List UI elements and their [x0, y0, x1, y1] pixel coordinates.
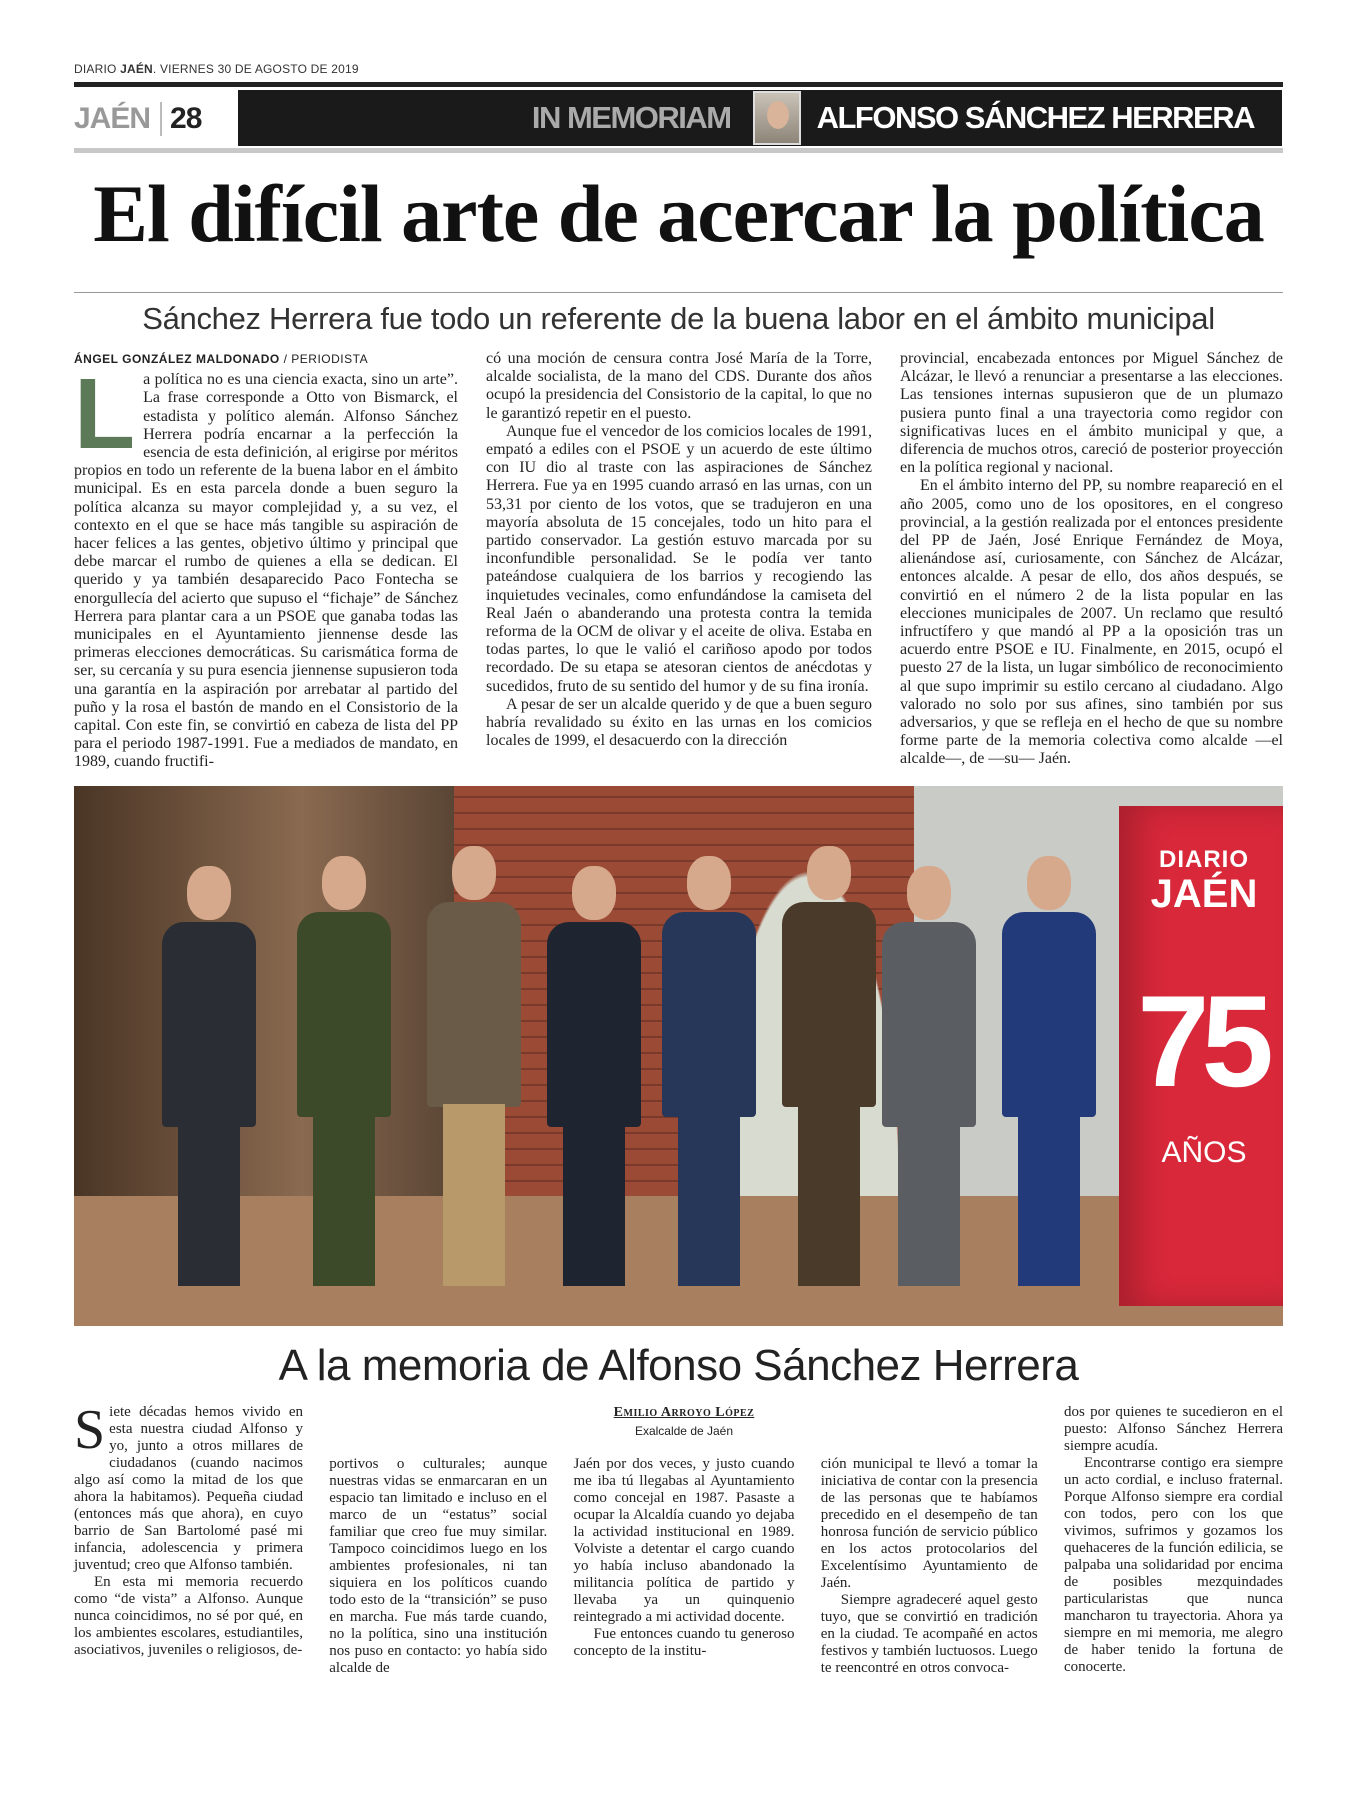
person-head [1027, 856, 1071, 910]
person-torso [882, 922, 976, 1127]
article2 [74, 1398, 1283, 1677]
person-figure [654, 856, 764, 1286]
paragraph: a política no es una ciencia exacta, sino un arte”. La frase corresponde a Otto von Bismarck, el estadista y político alemán. Alfonso Sánchez Herrera podría encarnar a la perfección la esencia de esta definición, al erigirse por méritos propios en todo un referente de la buena labor en el ámbito municipal. Es en esta parcela donde a buen seguro la política alcanza su mayor complejidad y, a su vez, el contexto en el que se hace más tangible su aspiración de hacer felices a las gentes, objetivo último y principal que debe marcar el rumbo de quienes a ella se dedican. El querido y ya también desaparecido Paco Fontecha se enorgullecía del acierto que supuso el “fichaje” de Sánchez Herrera para plantar cara a un PSOE que ganaba todas las municipales en el Ayuntamiento jiennense desde las primeras elecciones democráticas. Su carismática forma de ser, su cercanía y su pura esencia jiennense supusieron toda una garantía en la aspiración por arrebatar al partido del puño y la rosa el bastón de mando en el Consistorio de la capital. Con este fin, se convirtió en cabeza de lista del PP para el periodo 1987-1991. Fue a mediados de mandato, en 1989, cuando fructifi- [74, 371, 458, 771]
person-head [807, 846, 851, 900]
person-head [572, 866, 616, 920]
person-torso [297, 912, 391, 1117]
person-torso [162, 922, 256, 1127]
banner-logo-main: JAÉN [1150, 871, 1258, 916]
paragraph: En esta mi memoria recuerdo como “de vista” a Alfonso. Aunque nunca coincidimos, no sé por qué, en los ambientes escolares, estudiantiles, asociativos, juveniles o religiosos, de- [74, 1573, 303, 1658]
drop-cap: L [74, 358, 136, 471]
paragraph: Aunque fue el vencedor de los comicios locales de 1991, empató a ediles con el PSOE y un acuerdo de este último con IU dio al traste con las aspiraciones de Sánchez Herrera. Fue ya en 1995 cuando arrasó en las urnas, con un 53,31 por ciento de los votos, que se tradujeron en una mayoría absoluta de 15 concejales, todo un hito para el partido conservador. La gestión estuvo marcada por su inconfundible personalidad. Se le podía ver tanto pateándose cualquiera de los barrios y recogiendo las inquietudes vecinales, como enfundándose la camiseta del Real Jaén o abanderando una protesta contra la temida reforma de la OCM de olivar y el aceite de oliva. Estaba en todas partes, lo que le valió el cariñoso apodo por todos recordado. De su etapa se atesoran cientos de anécdotas y sucedidos, fruto de su sentido del humor y de su fina ironía. [486, 422, 872, 695]
person-figure [289, 856, 399, 1286]
paper-name-bold: JAÉN [120, 62, 153, 76]
paragraph: có una moción de censura contra José María de la Torre, alcalde socialista, de la mano del CDS. Durante dos años ocupó la presidencia del Consistorio de la capital, lo que no le garantizó repetir en el puesto. [486, 350, 872, 422]
paragraph: Encontrarse contigo era siempre un acto cordial, e incluso fraternal. Porque Alfonso siempre era cordial con todos, pero con los que vivimos, sufrimos y gozamos los quehaceres de la función edilicia, se palpaba una solidaridad por encima de posibles mezquindades particularistas que nunca mancharon tu trayectoria. Ahora ya siempre en mi memoria, me alegro de haber tenido la fortuna de conocerte. [1064, 1454, 1283, 1675]
banner-number: 75 [1137, 967, 1266, 1114]
person-torso [782, 902, 876, 1107]
article2-title: A la memoria de Alfonso Sánchez Herrera [278, 1340, 1079, 1390]
article1-column-3 [900, 350, 1283, 772]
person-figure [419, 846, 529, 1286]
person-head [907, 866, 951, 920]
memoriam-band [238, 90, 1282, 146]
top-rule [74, 82, 1283, 87]
article1-column-1 [74, 350, 458, 772]
paragraph: portivos o culturales; aunque nuestras vidas se enmarcaran en un espacio tan limitado e incluso en el marco de un “estatus” social familiar que creo fue muy similar. Tampoco coincidimos luego en los ambientes profesionales, ni tan siquiera en los políticos cuando todo esto de la “transición” se puso en marcha. Fue más tarde cuando, no la política, sino una institución nos puso en contacto: yo había sido alcalde de [329, 1455, 548, 1676]
portrait-thumbnail [753, 91, 801, 145]
page-body [74, 350, 1283, 1677]
article2-column-1 [74, 1398, 303, 1677]
paragraph: dos por quienes te sucedieron en el puesto: Alfonso Sánchez Herrera siempre acudía. [1064, 1403, 1283, 1454]
person-torso [662, 912, 756, 1117]
person-figure [874, 866, 984, 1286]
band-label: IN MEMORIAM [531, 100, 731, 135]
person-figure [154, 866, 264, 1286]
anniversary-banner [1119, 806, 1283, 1306]
author: Emilio Arroyo López [613, 1404, 755, 1420]
paragraph: iete décadas hemos vivido en esta nuestra ciudad Alfonso y yo, junto a otros millares de ciudadanos (cuando nacimos algo así como la mitad de los que ahora la habitamos). Pequeña ciudad (entonces más que ahora), en cuyo barrio de San Bartolomé pasé mi infancia, adolescencia y primera juventud; creo que Alfonso también. [74, 1403, 303, 1573]
person-legs [178, 1124, 240, 1286]
person-head [687, 856, 731, 910]
article2-column-4 [821, 1404, 1038, 1677]
header-rule [74, 148, 1283, 153]
person-legs [563, 1124, 625, 1286]
person-head [322, 856, 366, 910]
person-legs [898, 1124, 960, 1286]
author: ÁNGEL GONZÁLEZ MALDONADO [74, 352, 280, 366]
article2-column-3 [574, 1404, 795, 1677]
section-header [74, 94, 201, 144]
section-name: JAÉN [74, 102, 162, 136]
banner-years: AÑOS [1161, 1135, 1247, 1169]
banner-logo-top: DIARIO [1159, 845, 1249, 873]
person-legs [443, 1104, 505, 1286]
byline [74, 350, 458, 368]
article2-column-2 [329, 1404, 547, 1677]
group-photo [74, 786, 1283, 1326]
person-legs [313, 1114, 375, 1286]
paragraph: En el ámbito interno del PP, su nombre reapareció en el año 2005, como uno de los opositores, en el congreso provincial, a la gestión realizada por el entonces presidente del PP de Jaén, José Enrique Fernández de Moya, alienándose así, curiosamente, con Sánchez de Alcázar, entonces alcalde. A pesar de ello, dos años después, se convirtió en el número 2 de la lista popular en las elecciones municipales de 2007. Un reclamo que resultó infructífero y que mandó al PP a la oposición tras un acuerdo entre PSOE e IU. Finalmente, en 2015, ocupó el puesto 27 de la lista, un lugar simbólico de reconocimiento al que supo imprimir su estilo cercano al ciudadano. Algo valorado no solo por sus afines, sino también por sus adversarios, y que se refleja en el hecho de que su nombre forme parte de la memoria colectiva como alcalde —el alcalde—, de —su— Jaén. [900, 477, 1283, 768]
drop-cap: S [74, 1398, 106, 1461]
dateline [74, 62, 359, 76]
paragraph: Fue entonces cuando tu generoso concepto de la institu- [573, 1625, 795, 1659]
date: . VIERNES 30 DE AGOSTO DE 2019 [152, 62, 359, 76]
person-head [187, 866, 231, 920]
article2-byline [574, 1404, 795, 1440]
article1 [74, 350, 1283, 772]
person-legs [678, 1114, 740, 1286]
person-head [452, 846, 496, 900]
divider [74, 292, 1283, 293]
headline: El difícil arte de acercar la política [93, 168, 1264, 259]
article2-column-5 [1064, 1404, 1283, 1677]
person-legs [798, 1104, 860, 1286]
person-torso [547, 922, 641, 1127]
paragraph: Jaén por dos veces, y justo cuando me iba tú llegabas al Ayuntamiento como concejal en 1987. Pasaste a ocupar la Alcaldía cuando yo dejaba la actividad institucional en 1989. Volviste a detentar el cargo cuando yo había incluso abandonado la militancia política de partido y llevaba ya un quinquenio reintegrado a mi actividad docente. [573, 1455, 795, 1625]
article1-column-2 [486, 350, 872, 772]
paragraph: provincial, encabezada entonces por Miguel Sánchez de Alcázar, le llevó a renunciar a presentarse a las elecciones. Las tensiones internas supusieron que de un plumazo pusiera punto final a una trayectoria como regidor con significativas luces en el ámbito municipal y que, a diferencia de muchos otros, careció de posterior proyección en la política regional y nacional. [900, 350, 1283, 477]
author-role: / PERIODISTA [279, 352, 369, 366]
person-legs [1018, 1114, 1080, 1286]
person-figure [994, 856, 1104, 1286]
band-name: ALFONSO SÁNCHEZ HERRERA [816, 100, 1254, 135]
person-figure [539, 866, 649, 1286]
subheadline: Sánchez Herrera fue todo un referente de la buena labor en el ámbito municipal [142, 301, 1215, 336]
person-torso [1002, 912, 1096, 1117]
paragraph: A pesar de ser un alcalde querido y de que a buen seguro habría revalidado su éxito en las urnas en los comicios locales de 1999, el desacuerdo con la dirección [486, 695, 872, 750]
author-role: Exalcalde de Jaén [634, 1423, 734, 1438]
person-torso [427, 902, 521, 1107]
paper-name: DIARIO [74, 62, 117, 76]
page-number: 28 [170, 102, 202, 135]
paragraph: ción municipal te llevó a tomar la iniciativa de contar con la presencia de las personas que te habíamos precedido en el desempeño de tan honrosa función de servicio público en los actos protocolarios del Excelentísimo Ayuntamiento de Jaén. [820, 1455, 1038, 1591]
person-figure [774, 846, 884, 1286]
paragraph: Siempre agradeceré aquel gesto tuyo, que se convirtió en tradición en la ciudad. Te acompañé en actos festivos y también luctuosos. Luego te reencontré en otros convoca- [820, 1591, 1038, 1676]
